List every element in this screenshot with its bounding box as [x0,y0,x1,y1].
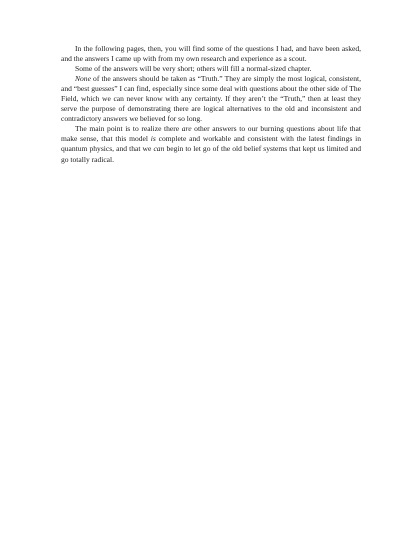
paragraph-4-emphasis-is: is [150,134,156,144]
body-text [61,44,361,165]
paragraph-4-text-c: complete and workable and consistent with the latest findings in quantum physics, and that we [61,134,361,154]
paragraph-3-emphasis: None [75,74,91,84]
paragraph-4-text-b: other answers to our burning questions about life that make sense, that this model [61,124,361,144]
paragraph-4-emphasis-can: can [153,144,165,154]
paragraph-1-text: In the following pages, then, you will find some of the questions I had, and have been asked, and the answers I came up with from my own research and experience as a scout. [61,44,361,64]
paragraph-2-text: Some of the answers will be very short; others will fill a normal-sized chapter. [75,64,312,74]
paragraph-3-text: of the answers should be taken as “Truth.” They are simply the most logical, consistent, and “best guesses” I can find, especially since some deal with questions about the other side of The Field, which we can never know with any certainty. If they aren’t the “Truth,” then at least they serve the purpose of demonstrating there are logical alternatives to the old and inconsistent and contradictory answers we believed for so long. [61,74,361,124]
paragraph-1 [61,44,361,64]
paragraph-4-text-a: The main point is to realize there [75,124,182,134]
paragraph-2 [61,64,361,74]
paragraph-4-emphasis-are: are [181,124,192,134]
paragraph-4-text-d: begin to let go of the old belief systems that kept us limited and go totally radical. [61,144,361,164]
paragraph-4 [61,124,361,164]
paragraph-3 [61,74,361,124]
